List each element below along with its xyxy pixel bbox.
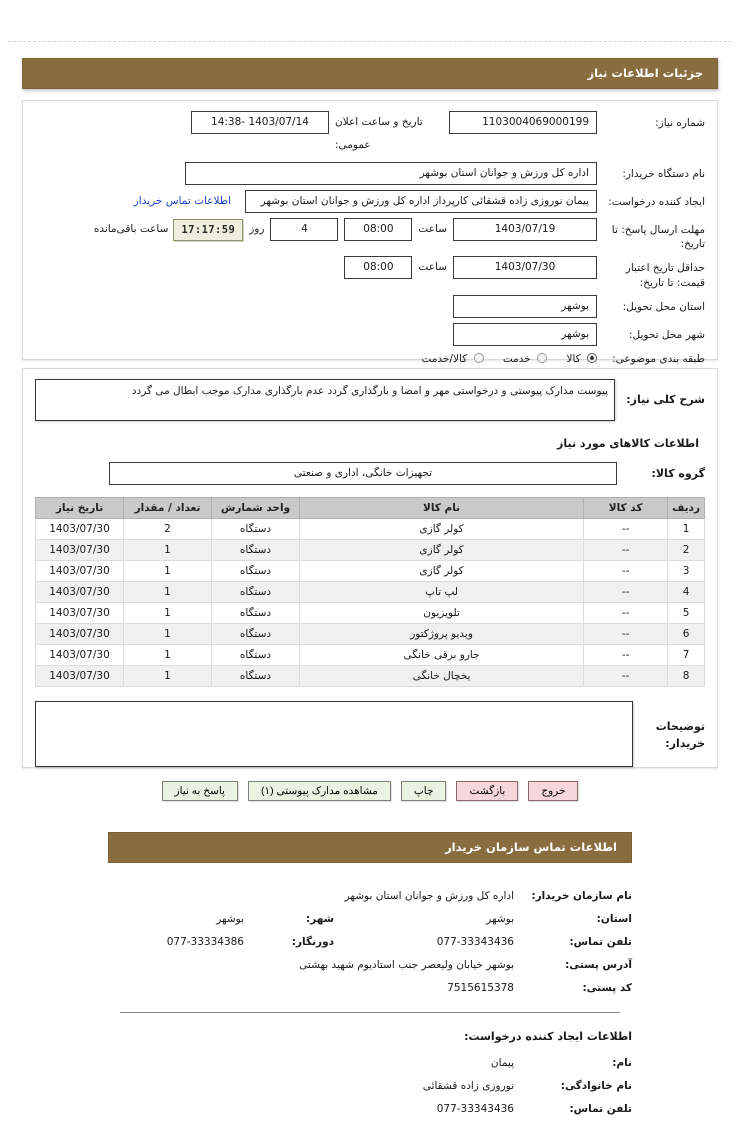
contact-province-row bbox=[108, 913, 632, 925]
cell-qty: 1 bbox=[124, 603, 212, 624]
delivery-city-row bbox=[35, 323, 705, 346]
cell-code: -- bbox=[584, 519, 668, 540]
contact-address-label: آدرس پستی: bbox=[565, 959, 632, 971]
delivery-province-value: بوشهر bbox=[453, 295, 597, 318]
cell-qty: 1 bbox=[124, 624, 212, 645]
view-attachments-button[interactable]: مشاهده مدارک پیوستی (۱) bbox=[248, 781, 391, 801]
contact-city-value: بوشهر bbox=[216, 913, 244, 925]
cell-name: جارو برقی خانگی bbox=[300, 645, 584, 666]
cell-date: 1403/07/30 bbox=[36, 540, 124, 561]
need-number-row bbox=[35, 111, 705, 157]
buyer-org-value: اداره کل ورزش و جوانان استان بوشهر bbox=[185, 162, 597, 185]
cell-code: -- bbox=[584, 666, 668, 687]
cell-row: 1 bbox=[668, 519, 705, 540]
cell-name: ویدیو پروژکتور bbox=[300, 624, 584, 645]
cell-name: کولر گازی bbox=[300, 561, 584, 582]
action-buttons bbox=[22, 781, 718, 801]
price-validity-row bbox=[35, 256, 705, 289]
category-option-kala[interactable] bbox=[563, 353, 597, 365]
delivery-city-label: شهر محل تحویل: bbox=[629, 328, 705, 341]
creator-details bbox=[108, 1030, 632, 1126]
goods-group-row bbox=[35, 462, 705, 485]
contact-divider bbox=[120, 1012, 620, 1013]
goods-table bbox=[35, 497, 705, 687]
cell-date: 1403/07/30 bbox=[36, 561, 124, 582]
cell-code: -- bbox=[584, 645, 668, 666]
cell-qty: 1 bbox=[124, 582, 212, 603]
goods-section-title: اطلاعات کالاهای مورد نیاز bbox=[557, 437, 699, 450]
contact-section-title: اطلاعات تماس سازمان خریدار bbox=[108, 832, 632, 863]
deadline-hour-label: ساعت bbox=[418, 223, 447, 235]
contact-address-row bbox=[108, 959, 632, 971]
cell-unit: دستگاه bbox=[212, 540, 300, 561]
cell-qty: 1 bbox=[124, 666, 212, 687]
contact-city-label: شهر: bbox=[306, 913, 334, 925]
creator-first-name-row bbox=[108, 1057, 632, 1069]
delivery-province-label: استان محل تحویل: bbox=[622, 300, 705, 313]
cell-code: -- bbox=[584, 540, 668, 561]
cell-unit: دستگاه bbox=[212, 603, 300, 624]
category-label: طبقه بندی موضوعی: bbox=[612, 352, 705, 365]
cell-date: 1403/07/30 bbox=[36, 582, 124, 603]
response-deadline-row bbox=[35, 218, 705, 251]
exit-button[interactable]: خروج bbox=[528, 781, 578, 801]
contact-province-label: استان: bbox=[596, 913, 632, 925]
goods-group-label: گروه کالا: bbox=[651, 467, 705, 480]
cell-name: تلویزیون bbox=[300, 603, 584, 624]
creator-phone-row bbox=[108, 1103, 632, 1115]
need-summary-value: پیوست مدارک پیوستی و درخواستی مهر و امضا و بارگذاری گردد عدم بارگذاری مدارک موجب ابطال می گردد bbox=[35, 379, 615, 421]
cell-date: 1403/07/30 bbox=[36, 603, 124, 624]
contact-org-value: اداره کل ورزش و جوانان استان بوشهر bbox=[344, 890, 514, 902]
cell-row: 3 bbox=[668, 561, 705, 582]
contact-address-value: بوشهر خیابان ولیعصر جنب استادیوم شهید بهشتی bbox=[299, 959, 514, 971]
cell-code: -- bbox=[584, 561, 668, 582]
cell-date: 1403/07/30 bbox=[36, 666, 124, 687]
radio-icon-kala-khedmat[interactable] bbox=[474, 353, 484, 363]
cell-qty: 1 bbox=[124, 561, 212, 582]
table-row bbox=[36, 519, 705, 540]
th-row: ردیف bbox=[668, 498, 705, 519]
print-button[interactable]: چاپ bbox=[401, 781, 447, 801]
cell-unit: دستگاه bbox=[212, 561, 300, 582]
page-title: جزئیات اطلاعات نیاز bbox=[22, 58, 718, 89]
respond-button[interactable]: پاسخ به نیاز bbox=[162, 781, 238, 801]
need-number-label: شماره نیاز: bbox=[655, 117, 705, 129]
delivery-city-value: بوشهر bbox=[453, 323, 597, 346]
cell-unit: دستگاه bbox=[212, 666, 300, 687]
price-validity-time: 08:00 bbox=[344, 256, 412, 279]
validity-hour-label: ساعت bbox=[418, 261, 447, 274]
cell-date: 1403/07/30 bbox=[36, 645, 124, 666]
table-row bbox=[36, 561, 705, 582]
contact-org-row bbox=[108, 890, 632, 902]
delivery-province-row bbox=[35, 295, 705, 318]
creator-section-title: اطلاعات ایجاد کننده درخواست: bbox=[464, 1030, 632, 1043]
contact-postal-value: 7515615378 bbox=[447, 982, 514, 994]
response-deadline-time: 08:00 bbox=[344, 218, 412, 241]
creator-last-name-label: نام خانوادگی: bbox=[560, 1080, 632, 1092]
contact-details bbox=[108, 890, 632, 1005]
contact-org-label: نام سازمان خریدار: bbox=[531, 890, 632, 902]
top-divider bbox=[8, 41, 732, 42]
category-option-kala-khedmat-label: کالا/خدمت bbox=[421, 352, 468, 365]
goods-group-value: تجهیزات خانگی، اداری و صنعتی bbox=[109, 462, 617, 485]
table-row bbox=[36, 540, 705, 561]
announce-datetime-value: 1403/07/14 -14:38 bbox=[191, 111, 329, 134]
cell-row: 7 bbox=[668, 645, 705, 666]
need-info-panel bbox=[22, 100, 718, 365]
cell-date: 1403/07/30 bbox=[36, 519, 124, 540]
category-option-kala-label: کالا bbox=[566, 352, 581, 365]
cell-qty: 2 bbox=[124, 519, 212, 540]
table-row bbox=[36, 666, 705, 687]
table-row bbox=[36, 624, 705, 645]
contact-phone-label: تلفن تماس: bbox=[569, 936, 632, 948]
buyer-notes-label: توضیحات خریدار: bbox=[655, 720, 705, 750]
table-header-row bbox=[36, 498, 705, 519]
cell-code: -- bbox=[584, 624, 668, 645]
category-option-kala-khedmat[interactable] bbox=[421, 353, 483, 365]
cell-qty: 1 bbox=[124, 540, 212, 561]
announce-datetime-label: تاریخ و ساعت اعلان عمومی: bbox=[335, 116, 423, 151]
cell-unit: دستگاه bbox=[212, 519, 300, 540]
goods-table-body bbox=[36, 519, 705, 687]
creator-first-name-value: پیمان bbox=[490, 1057, 514, 1069]
creator-last-name-value: نوروزی زاده قشقائی bbox=[422, 1080, 514, 1092]
radio-icon-kala[interactable] bbox=[587, 353, 597, 363]
price-validity-label: حداقل تاریخ اعتبار قیمت: تا تاریخ: bbox=[625, 262, 705, 289]
contact-postal-row bbox=[108, 982, 632, 994]
th-name: نام کالا bbox=[300, 498, 584, 519]
need-number-value: 1103004069000199 bbox=[449, 111, 597, 134]
countdown-timer: 17:17:59 bbox=[173, 219, 243, 241]
contact-fax-value: 077-33334386 bbox=[166, 936, 244, 948]
cell-row: 5 bbox=[668, 603, 705, 624]
th-unit: واحد شمارش bbox=[212, 498, 300, 519]
cell-name: یخچال خانگی bbox=[300, 666, 584, 687]
contact-province-value: بوشهر bbox=[486, 913, 514, 925]
table-row bbox=[36, 603, 705, 624]
th-code: کد کالا bbox=[584, 498, 668, 519]
buyer-contact-link[interactable]: اطلاعات تماس خریدار bbox=[133, 195, 231, 207]
days-label: روز bbox=[249, 223, 265, 235]
buyer-org-label: نام دستگاه خریدار: bbox=[622, 168, 705, 180]
requester-value: پیمان نوروزی زاده قشقائی کارپرداز اداره کل ورزش و جوانان استان بوشهر bbox=[245, 190, 597, 213]
countdown-label: ساعت باقی‌مانده bbox=[93, 223, 169, 235]
remaining-days-value: 4 bbox=[270, 218, 338, 241]
table-row bbox=[36, 645, 705, 666]
cell-name: کولر گازی bbox=[300, 519, 584, 540]
cell-name: کولر گازی bbox=[300, 540, 584, 561]
contact-phone-row bbox=[108, 936, 632, 948]
cell-name: لپ تاپ bbox=[300, 582, 584, 603]
response-deadline-label: مهلت ارسال پاسخ: تا تاریخ: bbox=[611, 224, 705, 251]
th-date: تاریخ نیاز bbox=[36, 498, 124, 519]
buyer-org-row bbox=[35, 162, 705, 185]
price-validity-date: 1403/07/30 bbox=[453, 256, 597, 279]
category-row bbox=[35, 351, 705, 366]
back-button[interactable]: بازگشت bbox=[456, 781, 518, 801]
radio-icon-khedmat[interactable] bbox=[537, 353, 547, 363]
creator-phone-label: تلفن تماس: bbox=[569, 1103, 632, 1115]
contact-phone-value: 077-33343436 bbox=[436, 936, 514, 948]
category-option-khedmat[interactable] bbox=[500, 353, 548, 365]
creator-phone-value: 077-33343436 bbox=[436, 1103, 514, 1115]
cell-qty: 1 bbox=[124, 645, 212, 666]
category-option-khedmat-label: خدمت bbox=[502, 352, 531, 365]
contact-postal-label: کد پستی: bbox=[582, 982, 632, 994]
cell-code: -- bbox=[584, 603, 668, 624]
cell-unit: دستگاه bbox=[212, 582, 300, 603]
table-row bbox=[36, 582, 705, 603]
requester-row bbox=[35, 190, 705, 213]
cell-row: 8 bbox=[668, 666, 705, 687]
buyer-notes-value[interactable] bbox=[35, 701, 633, 767]
cell-date: 1403/07/30 bbox=[36, 624, 124, 645]
cell-unit: دستگاه bbox=[212, 645, 300, 666]
creator-last-name-row bbox=[108, 1080, 632, 1092]
cell-code: -- bbox=[584, 582, 668, 603]
requester-label: ایجاد کننده درخواست: bbox=[608, 196, 705, 208]
cell-row: 6 bbox=[668, 624, 705, 645]
creator-first-name-label: نام: bbox=[612, 1057, 632, 1069]
cell-unit: دستگاه bbox=[212, 624, 300, 645]
need-summary-label: شرح کلی نیاز: bbox=[626, 393, 705, 406]
contact-fax-label: دورنگار: bbox=[291, 936, 334, 948]
response-deadline-date: 1403/07/19 bbox=[453, 218, 597, 241]
goods-panel bbox=[22, 368, 718, 768]
cell-row: 4 bbox=[668, 582, 705, 603]
cell-row: 2 bbox=[668, 540, 705, 561]
th-qty: تعداد / مقدار bbox=[124, 498, 212, 519]
